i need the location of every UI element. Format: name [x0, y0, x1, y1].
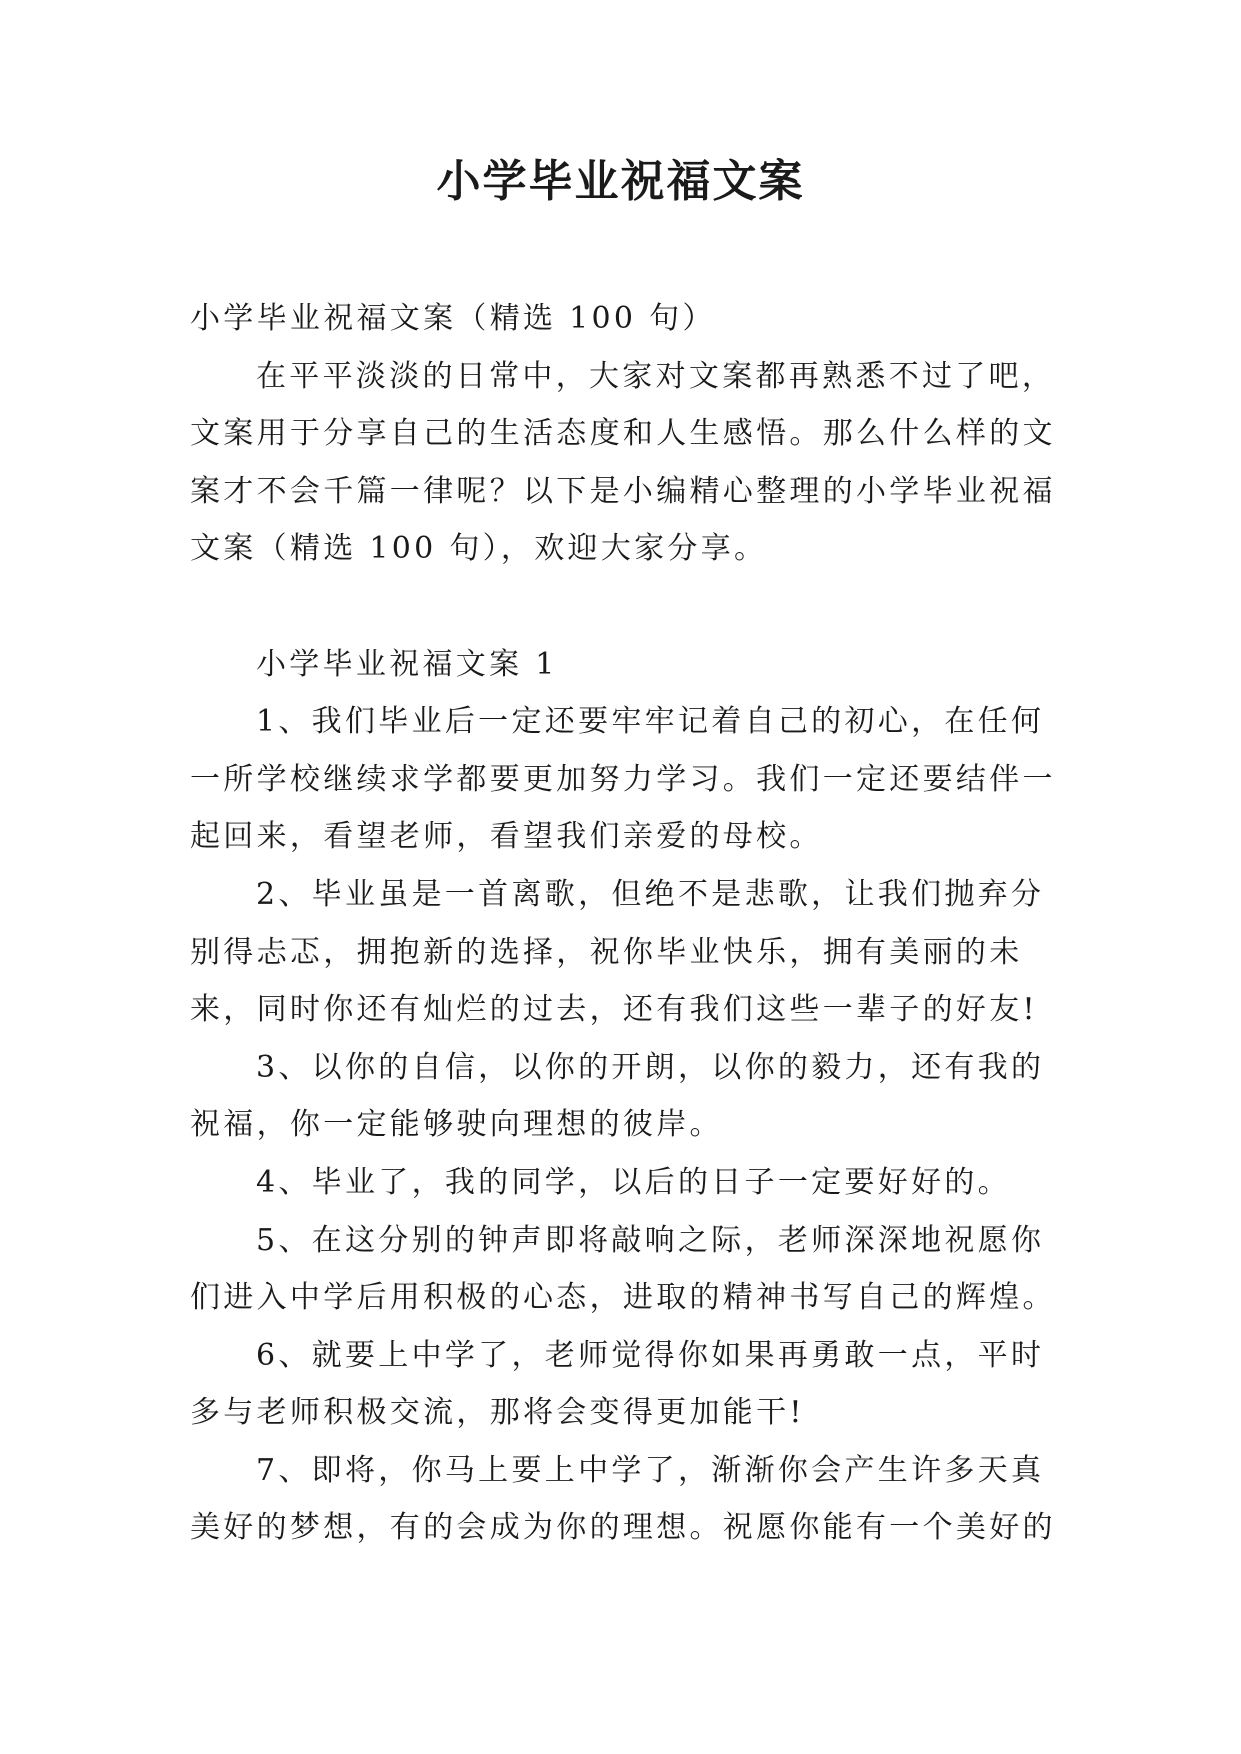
- list-item: 7、即将，你马上要上中学了，渐渐你会产生许多天真美好的梦想，有的会成为你的理想。祝愿你能有一个美好的: [190, 1452, 1056, 1546]
- intro-paragraph: 在平平淡淡的日常中，大家对文案都再熟悉不过了吧，文案用于分享自己的生活态度和人生感悟。那么什么样的文案才不会千篇一律呢？以下是小编精心整理的小学毕业祝福文案（精选 100 句），欢迎大家分享。: [190, 358, 1056, 567]
- list-item: 6、就要上中学了，老师觉得你如果再勇敢一点，平时多与老师积极交流，那将会变得更加能干!: [190, 1337, 1045, 1431]
- section-heading: 小学毕业祝福文案 1: [256, 646, 558, 682]
- list-item: 1、我们毕业后一定还要牢牢记着自己的初心，在任何一所学校继续求学都要更加努力学习。我们一定还要结伴一起回来，看望老师，看望我们亲爱的母校。: [190, 704, 1056, 855]
- document-body: [190, 290, 1060, 1557]
- list-item: 3、以你的自信，以你的开朗，以你的毅力，还有我的祝福，你一定能够驶向理想的彼岸。: [190, 1049, 1045, 1143]
- list-item: 5、在这分别的钟声即将敲响之际，老师深深地祝愿你们进入中学后用积极的心态，进取的精神书写自己的辉煌。: [190, 1222, 1056, 1316]
- document-subtitle: 小学毕业祝福文案（精选 100 句）: [190, 301, 716, 336]
- document-title: 小学毕业祝福文案: [436, 156, 805, 207]
- list-item: 2、毕业虽是一首离歌，但绝不是悲歌，让我们抛弃分别得忐忑，拥抱新的选择，祝你毕业快乐，拥有美丽的未来，同时你还有灿烂的过去，还有我们这些一辈子的好友!: [190, 876, 1045, 1028]
- list-item: 4、毕业了，我的同学，以后的日子一定要好好的。: [256, 1164, 1011, 1200]
- paragraph-spacer: [190, 578, 1060, 636]
